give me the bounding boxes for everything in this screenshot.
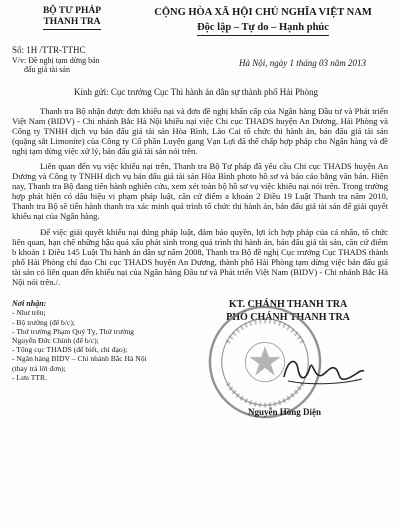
- document-footer: [12, 299, 388, 418]
- recipient-item: - Thứ trưởng Phạm Quý Tỵ, Thứ trưởng: [12, 326, 134, 336]
- recipient-item: - Lưu TTR.: [12, 372, 47, 382]
- recipient-item: (thay trả lời đơn);: [12, 363, 66, 373]
- handwritten-signature-icon: [278, 351, 368, 391]
- signature-block: [188, 299, 388, 418]
- national-motto: Độc lập – Tự do – Hạnh phúc: [197, 21, 329, 36]
- document-date: Hà Nội, ngày 1 tháng 03 năm 2013: [239, 58, 366, 68]
- document-header: [12, 6, 388, 36]
- body-paragraph-1: Thanh tra Bộ nhận được đơn khiếu nại và đơn đề nghị khẩn cấp của Ngân hàng Đầu tư và Phát triển Việt Nam (BIDV) - Chi nhánh Bắc Hà Nội khiếu nại việc Chi cục THADS huyện An Dương, Hải Phòng và Công ty TNHH dịch vụ bán đấu giá tài sản Hòa Bình, Lào Cai tổ chức thi hành án, bán đấu giá tài sản (quặng sắt Limonite) của Công ty Cổ phần Luyện gang Vạn Lợi đã thế chấp hợp pháp cho Ngân hàng và đề nghị tạm dừng việc xử lý, bán đấu giá tài sản nói trên.: [12, 105, 388, 156]
- recipient-item: - Ngân hàng BIDV – Chi nhánh Bắc Hà Nội: [12, 354, 147, 364]
- recipient-item: Nguyễn Đức Chính (để b/c);: [12, 335, 99, 345]
- recipient-item: - Bộ trưởng (để b/c);: [12, 317, 75, 327]
- recipients-title: Nơi nhận:: [12, 299, 47, 309]
- reference-row: [12, 46, 388, 75]
- recipients-list: [12, 299, 172, 382]
- document-subject-line2: đấu giá tài sản: [24, 65, 70, 74]
- recipient-line: Kính gửi: Cục trưởng Cục Thi hành án dân sự thành phố Hải Phòng: [74, 86, 318, 97]
- nation-name: CỘNG HÒA XÃ HỘI CHỦ NGHĨA VIỆT NAM: [154, 7, 372, 18]
- signer-title-1: KT. CHÁNH THANH TRA: [228, 299, 348, 311]
- body-paragraph-2: Liên quan đến vụ việc khiếu nại trên, Thanh tra Bộ Tư pháp đã yêu cầu Chi cục THADS huyện An Dương và Công ty TNHH dịch vụ bán đấu giá tài sản Hòa Bình photo hồ sơ và báo cáo bằng văn bản. Hiện nay, Thanh tra Bộ đang tiến hành nghiên cứu, xem xét toàn bộ hồ sơ vụ việc khiếu nại nói trên. Trong trường hợp phát hiện có dấu hiệu vi phạm pháp luật, căn cứ điểm a khoản 2 Điều 19 Luật Thanh tra năm 2010, Thanh tra Bộ sẽ tiến hành thanh tra xác minh quá trình tổ chức thi hành án, bán đấu giá tài sản để giải quyết khiếu nại của Ngân hàng.: [12, 160, 388, 222]
- document-subject-line1: V/v: Đề nghị tạm dừng bán: [12, 55, 100, 65]
- issuing-agency: [12, 6, 132, 36]
- recipient-item: - Như trên;: [12, 308, 46, 318]
- agency-ministry: BỘ TƯ PHÁP: [42, 6, 102, 16]
- agency-department: THANH TRA: [43, 17, 100, 30]
- document-reference: [12, 46, 137, 75]
- signer-name: Nguyễn Hồng Diện: [248, 407, 322, 418]
- body-paragraph-3: Để việc giải quyết khiếu nại đúng pháp luật, đảm bảo quyền, lợi ích hợp pháp của cá nhân, tổ chức liên quan, hạn chế những hậu quả xấu phát sinh trong quá trình thi hành án, bán đấu giá tài sản, căn cứ điểm b khoản 1 Điều 145 Luật Thi hành án dân sự năm 2008, Thanh tra Bộ đề nghị Cục trưởng Cục THADS thành phố Hải Phòng chỉ đạo Chi cục THADS huyện An Dương, thành phố Hải Phòng tạm dừng việc bán đấu giá tài sản có liên quan đến khiếu nại của Ngân hàng Đầu tư và Phát triển Việt Nam (BIDV) - Chi nhánh Bắc Hà Nội nói trên./.: [12, 226, 388, 287]
- national-heading: [138, 6, 388, 36]
- document-number: Số: 1H /TTR-TTHC: [12, 45, 86, 55]
- signer-title-2: PHÓ CHÁNH THANH TRA: [226, 312, 350, 324]
- recipient-item: - Tổng cục THADS (để biết, chỉ đạo);: [12, 345, 128, 355]
